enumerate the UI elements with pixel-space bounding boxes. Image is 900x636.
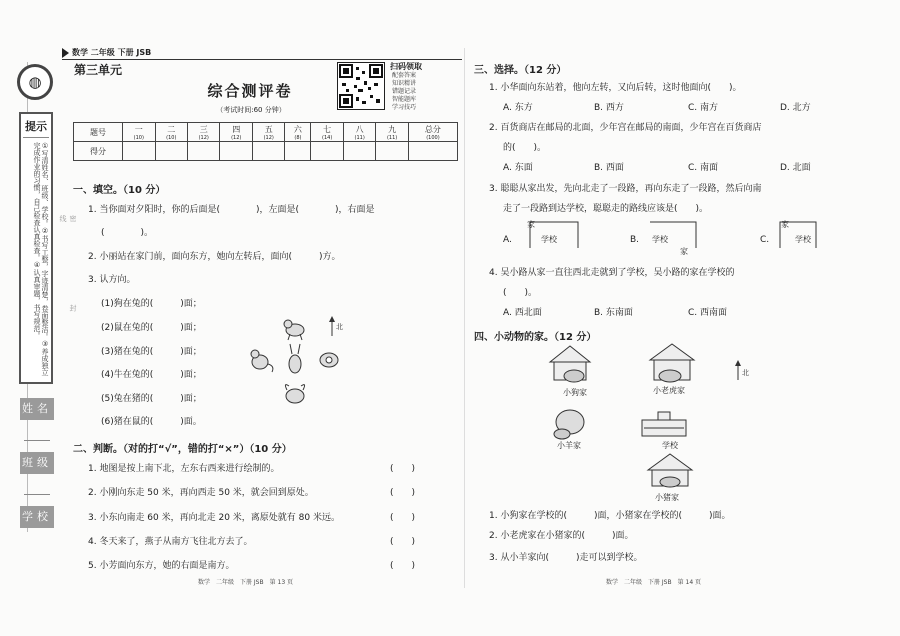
rabbit-icon: [289, 344, 301, 373]
page-footer-right: 数学 二年级 下册 JSB 第 14 页: [606, 579, 702, 586]
unit-title: 第三单元: [74, 63, 123, 77]
page-footer-left: 数学 二年级 下册 JSB 第 13 页: [198, 579, 294, 586]
score-cell[interactable]: [188, 142, 220, 161]
s3-opt: A. 西北面: [503, 308, 542, 318]
score-cell[interactable]: [376, 142, 408, 161]
s4-q2: 2. 小老虎家在小猪家的( )面。: [489, 531, 634, 541]
tip-text: ①写清姓名、班级、学校。②书写工整，字迹清楚，卷面整洁。③养成独立完成作业的习惯，自己检查认真检查。④认真审题，书写规范。: [33, 142, 49, 376]
s2-item: 5. 小芳面向东方，她的右面是南方。: [88, 561, 235, 571]
class-label: 班级: [20, 452, 54, 474]
sheep-house-icon: [554, 410, 584, 439]
qr-item: 知识精讲: [392, 80, 417, 87]
north-label: 北: [742, 369, 749, 377]
row-label: 得分: [74, 142, 123, 161]
school-label: 学校: [541, 235, 557, 244]
s1-item: (2)鼠在兔的( )面；: [101, 323, 202, 333]
s3-opt: B. 东南面: [594, 308, 633, 318]
s3-opt: C.: [760, 235, 770, 245]
col-label: 七: [323, 124, 332, 134]
place-label: 小狗家: [563, 388, 587, 397]
dog-house-icon: [550, 346, 590, 382]
score-cell[interactable]: [285, 142, 311, 161]
s1-q1b: ( )。: [101, 228, 154, 238]
s3-opt: C. 西南面: [688, 308, 728, 318]
s1-item: (6)猪在鼠的( )面。: [101, 417, 202, 427]
qr-item: 错题记录: [392, 88, 417, 95]
home-label: 家: [527, 220, 535, 229]
place-label: 小猪家: [655, 493, 679, 502]
dog-icon: [284, 320, 304, 340]
s3-q2a: 2. 百货商店在邮局的北面，少年宫在邮局的南面，少年宫在百货商店: [489, 123, 762, 133]
pig-house-icon: [648, 454, 692, 487]
col-label: 四: [232, 124, 241, 134]
col-label: 二: [167, 124, 176, 134]
tip-box: [19, 112, 53, 384]
col-label: 九: [388, 124, 397, 134]
s3-q3b: 走了一段路到达学校，聪聪走的路线应该是( )。: [503, 204, 709, 214]
section-1-title: 一、填空。（10 分）: [73, 185, 166, 196]
section-3-title: 三、选择。（12 分）: [474, 65, 567, 76]
s3-opt: A.: [503, 235, 512, 245]
col-label: 总分: [424, 124, 441, 134]
north-label: 北: [336, 323, 343, 331]
place-label: 小羊家: [557, 441, 581, 450]
qr-item: 学习技巧: [392, 104, 417, 111]
ox-icon: [285, 385, 304, 403]
class-blank: [24, 494, 50, 495]
qr-code[interactable]: [337, 62, 385, 110]
s2-item: 2. 小刚向东走 50 米，再向西走 50 米，就会回到原处。: [88, 488, 314, 498]
s1-item: (3)猪在兔的( )面；: [101, 347, 202, 357]
s3-opt: C. 南方: [688, 103, 719, 113]
name-blank: [24, 440, 50, 441]
route-a: [520, 220, 580, 250]
answer-bracket[interactable]: ( ): [390, 561, 416, 571]
score-cell[interactable]: [408, 142, 457, 161]
route-b: [648, 220, 708, 250]
place-label: 学校: [662, 441, 678, 450]
section-4-title: 四、小动物的家。（12 分）: [474, 332, 597, 343]
s2-item: 4. 冬天来了，燕子从南方飞往北方去了。: [88, 537, 253, 547]
s3-q4b: ( )。: [503, 288, 538, 298]
exam-time: （考试时间:60 分钟）: [216, 106, 286, 114]
page-fold: [464, 48, 465, 588]
s2-item: 3. 小东向南走 60 米，再向北走 20 米，离原处就有 80 米远。: [88, 513, 340, 523]
tip-title: 提示: [23, 118, 49, 138]
s4-q1: 1. 小狗家在学校的( )面，小猪家在学校的( )面。: [489, 511, 731, 521]
page-title: 综合测评卷: [207, 82, 293, 100]
s1-q2: 2. 小丽站在家门前，面向东方，她向左转后，面向( )方。: [88, 252, 341, 262]
school-label: 学校: [795, 235, 811, 244]
s3-q1: 1. 小华面向东站着，他向左转，又向后转，这时他面向( )。: [489, 83, 742, 93]
score-cell[interactable]: [311, 142, 343, 161]
col-label: 六: [293, 124, 302, 134]
animal-homes-map: [540, 342, 760, 502]
home-label: 家: [781, 220, 789, 229]
score-cell[interactable]: [155, 142, 187, 161]
s3-q4a: 4. 吴小路从家一直往西北走就到了学校，吴小路的家在学校的: [489, 268, 735, 278]
answer-bracket[interactable]: ( ): [390, 513, 416, 523]
col-label: 五: [264, 124, 273, 134]
pig-icon: [320, 353, 338, 367]
s3-opt: D. 北面: [780, 163, 811, 173]
s3-opt: C. 南面: [688, 163, 719, 173]
s2-item: 1. 地图是按上南下北，左东右西来进行绘制的。: [88, 464, 280, 474]
s1-q3: 3. 认方向。: [88, 275, 136, 285]
answer-bracket[interactable]: ( ): [390, 464, 416, 474]
tiger-house-icon: [650, 344, 694, 382]
publisher-logo: ◍: [17, 64, 53, 100]
school-label: 学校: [652, 235, 668, 244]
name-label: 姓名: [20, 398, 54, 420]
s3-opt: A. 东面: [503, 163, 533, 173]
qr-item: 配套答案: [392, 72, 417, 79]
s3-opt: D. 北方: [780, 103, 811, 113]
arrow-icon: [62, 48, 69, 58]
score-cell[interactable]: [123, 142, 155, 161]
score-cell[interactable]: [343, 142, 375, 161]
qr-items: [392, 72, 416, 112]
header-rule: [62, 59, 462, 60]
north-arrow-icon: [735, 360, 741, 366]
s3-q2b: 的( )。: [503, 143, 547, 153]
s3-opt: B. 西面: [594, 163, 624, 173]
answer-bracket[interactable]: ( ): [390, 488, 416, 498]
score-cell[interactable]: [220, 142, 252, 161]
s1-item: (4)牛在兔的( )面；: [101, 370, 202, 380]
answer-bracket[interactable]: ( ): [390, 537, 416, 547]
section-2-title: 二、判断。（对的打“√”，错的打“×”）（10 分）: [73, 444, 292, 455]
s1-item: (1)狗在兔的( )面；: [101, 299, 202, 309]
s3-opt: B.: [630, 235, 640, 245]
s3-q3a: 3. 聪聪从家出发，先向北走了一段路，再向东走了一段路，然后向南: [489, 184, 762, 194]
col-label: 八: [355, 124, 364, 134]
school-label: 学校: [20, 506, 54, 528]
qr-label: 扫码领取: [390, 62, 422, 71]
place-label: 小老虎家: [653, 386, 685, 395]
home-label: 家: [680, 247, 688, 256]
seal-line-text: 密 封 线: [59, 215, 77, 352]
col-label: 一: [134, 124, 143, 134]
route-c: [776, 220, 836, 250]
row-label: 题号: [74, 123, 123, 142]
s3-opt: A. 东方: [503, 103, 533, 113]
s1-q1a: 1. 当你面对夕阳时，你的后面是( )，左面是( )，右面是: [88, 205, 375, 215]
s3-opt: B. 西方: [594, 103, 624, 113]
rat-icon: [251, 350, 273, 372]
col-label: 三: [199, 124, 208, 134]
book-header: 数学 二年级 下册 JSB: [62, 47, 462, 59]
score-table: 题号 一 (10) 二 (10) 三 (12) 四 (12) 五 (12) 六 (8) 七 (14) 八 (11) 九 (11) 总分 (100) 得分: [73, 122, 458, 161]
qr-item: 智能题库: [392, 96, 417, 103]
score-cell[interactable]: [252, 142, 284, 161]
s1-item: (5)兔在猪的( )面；: [101, 394, 202, 404]
school-building-icon: [642, 412, 686, 436]
s4-q3: 3. 从小羊家向( )走可以到学校。: [489, 553, 643, 563]
